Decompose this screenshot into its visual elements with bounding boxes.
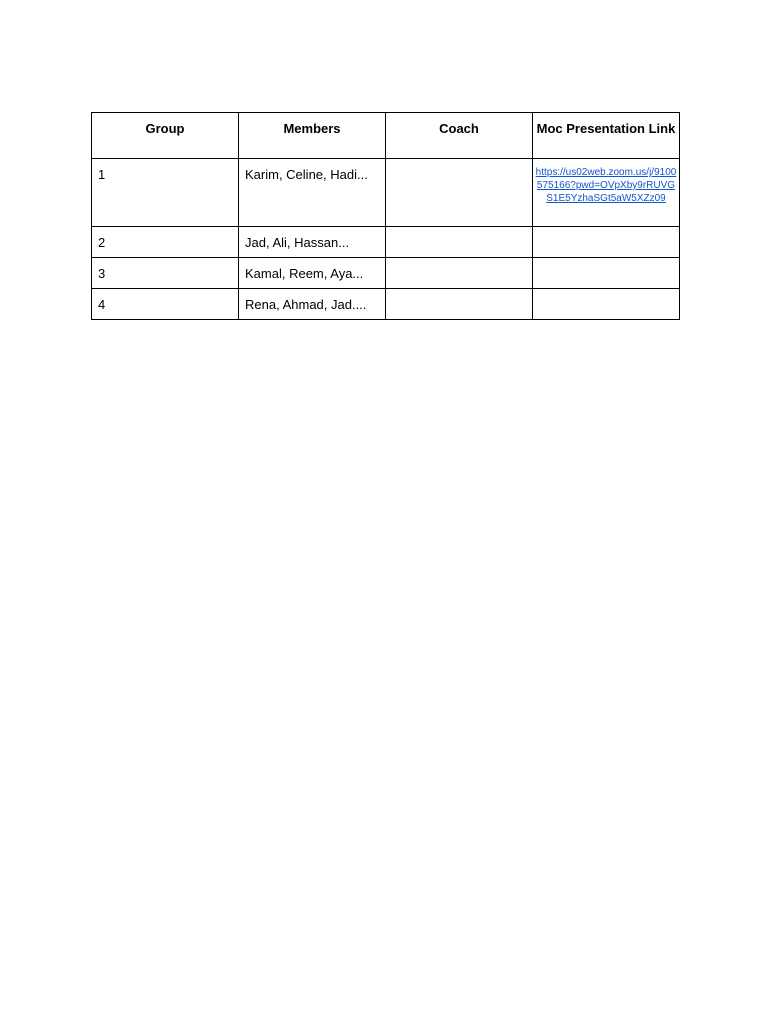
coach-cell bbox=[386, 289, 533, 320]
members-cell: Kamal, Reem, Aya... bbox=[239, 258, 386, 289]
link-cell bbox=[533, 289, 680, 320]
link-cell bbox=[533, 159, 680, 227]
table-row bbox=[92, 258, 680, 289]
table-header-row bbox=[92, 113, 680, 159]
table-row bbox=[92, 227, 680, 258]
header-group: Group bbox=[92, 113, 239, 159]
coach-cell bbox=[386, 159, 533, 227]
members-cell: Jad, Ali, Hassan... bbox=[239, 227, 386, 258]
members-cell: Rena, Ahmad, Jad.... bbox=[239, 289, 386, 320]
header-members: Members bbox=[239, 113, 386, 159]
group-cell: 1 bbox=[92, 159, 239, 227]
members-cell: Karim, Celine, Hadi... bbox=[239, 159, 386, 227]
header-presentation-link: Moc Presentation Link bbox=[533, 113, 680, 159]
table-row bbox=[92, 159, 680, 227]
coach-cell bbox=[386, 227, 533, 258]
header-coach: Coach bbox=[386, 113, 533, 159]
group-cell: 3 bbox=[92, 258, 239, 289]
link-cell bbox=[533, 227, 680, 258]
link-cell bbox=[533, 258, 680, 289]
coach-cell bbox=[386, 258, 533, 289]
groups-table bbox=[91, 112, 680, 320]
group-cell: 4 bbox=[92, 289, 239, 320]
group-cell: 2 bbox=[92, 227, 239, 258]
table-row bbox=[92, 289, 680, 320]
zoom-meeting-link[interactable]: https://us02web.zoom.us/j/9100575166?pwd=OVpXby9rRUVGS1E5YzhaSGt5aW5XZz09 bbox=[535, 167, 677, 204]
